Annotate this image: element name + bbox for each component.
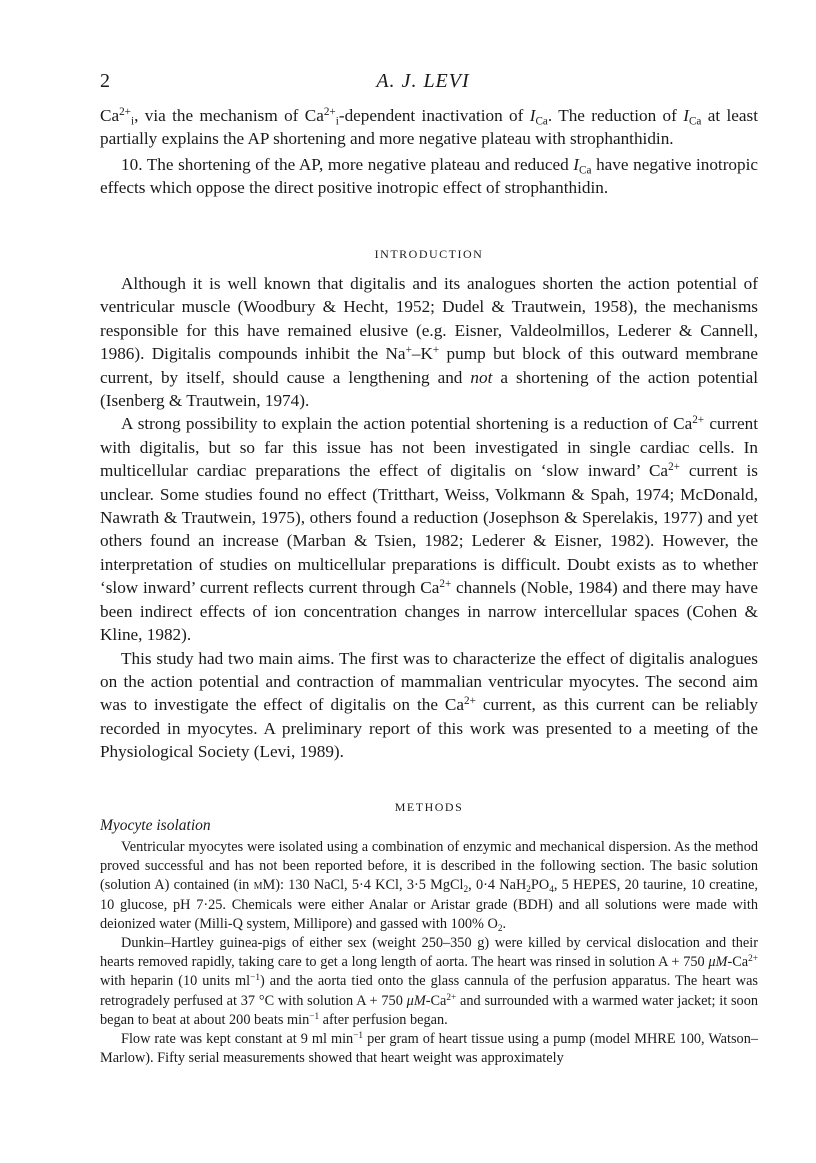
running-head [100, 70, 746, 94]
page-number: 2 [100, 70, 110, 92]
introduction-body [100, 272, 758, 764]
introduction-heading: INTRODUCTION [374, 247, 484, 261]
methods-body [100, 838, 758, 1068]
myocyte-isolation-subheading: Myocyte isolation [100, 817, 211, 834]
intro-paragraph-1: Although it is well known that digitalis and its analogues shorten the action potential of ventricular muscle (Woodbury & Hecht, 1952; Dudel & Trautwein, 1958), the mechanisms responsible for this have remained elusive (e.g. Eisner, Valdeolmillos, Lederer & Cannell, 1986). Digitalis compounds inhibit the Na+–K+ pump but block of this outward membrane current, by itself, should cause a lengthening and not a shortening of the action potential (Isenberg & Trautwein, 1974). [100, 274, 759, 411]
methods-heading: METHODS [394, 800, 464, 814]
intro-paragraph-2: A strong possibility to explain the action potential shortening is a reduction of $Ca^{2+}$ current with digitalis, but so far this issue has not been investigated in single cardiac cells. In multicellular cardiac preparations the effect of digitalis on ‘slow inward’ $Ca^{2+}$ current is unclear. Some studies found no effect (Tritthart, Weiss, Volkmann & Spah, 1974; McDonald, Nawrath & Trautwein, 1975), others found a reduction (Josephson & Sperelakis, 1977) and yet others found an increase (Marban & Tsien, 1982; Lederer & Eisner, 1982). However, the interpretation of studies on multicellular preparations is difficult. Doubt exists as to whether ‘slow inward’ current reflects current through $Ca^{2+}$ channels (Noble, 1984) and there may have been indirect effects of ion concentration changes in narrow intercellular spaces (Cohen & Kline, 1982). [100, 414, 758, 645]
summary-continuation [100, 104, 758, 200]
running-head-author: A. J. LEVI [376, 70, 470, 92]
methods-paragraph-2: Dunkin–Hartley guinea-pigs of either sex (weight 250–350 g) were killed by cervical dislocation and their hearts removed rapidly, taking care to get a long length of aorta. The heart was rinsed in solution A + 750 $\mu M-Ca^{2+}$ with heparin (10 units $ml^{-1}$) and the aorta tied onto the glass cannula of the perfusion apparatus. The heart was retrogradely perfused at 37 °C with solution A + 750 $\mu M-Ca^{2+}$ and surrounded with a warmed water jacket; it soon began to beat at about 200 beats $\min^{-1}$ after perfusion began. [100, 935, 758, 1028]
methods-paragraph-3: Flow rate was kept constant at 9 ml $\min^{-1}$ per gram of heart tissue using a pump (model MHRE 100, Watson–Marlow). Fifty serial measurements showed that heart weight was approximately [100, 1030, 759, 1067]
summary-point-9-continuation: $Ca^{2+}_i$, via the mechanism of $Ca^{2+}_i$-dependent inactivation of $I_{Ca}$. The reduction of $I_{Ca}$ at least partially explains the AP shortening and more negative plateau with strophanthidin. [100, 105, 758, 149]
intro-paragraph-3: This study had two main aims. The first was to characterize the effect of digitalis analogues on the action potential and contraction of mammalian ventricular myocytes. The second aim was to investigate the effect of digitalis on the $Ca^{2+}$ current, as this current can be reliably recorded in myocytes. A preliminary report of this work was presented to a meeting of the Physiological Society (Levi, 1989). [100, 648, 759, 762]
summary-point-10: 10. The shortening of the AP, more negative plateau and reduced $I_{Ca}$ have negative inotropic effects which oppose the direct positive inotropic effect of strophanthidin. [100, 154, 759, 198]
methods-paragraph-1: Ventricular myocytes were isolated using a combination of enzymic and mechanical dispersion. As the method proved successful and has not been reported before, it is described in the following section. The basic solution (solution A) contained (in mM): 130 NaCl, 5·4 KCl, 3·5 MgCl$_2$, 0·4 $NaH_2PO_4$, 5 HEPES, 20 taurine, 10 creatine, 10 glucose, pH 7·25. Chemicals were either Analar or Aristar grade (BDH) and all solutions were made with deionized water (Milli-Q system, Millipore) and gassed with 100% $O_2$. [100, 839, 758, 934]
